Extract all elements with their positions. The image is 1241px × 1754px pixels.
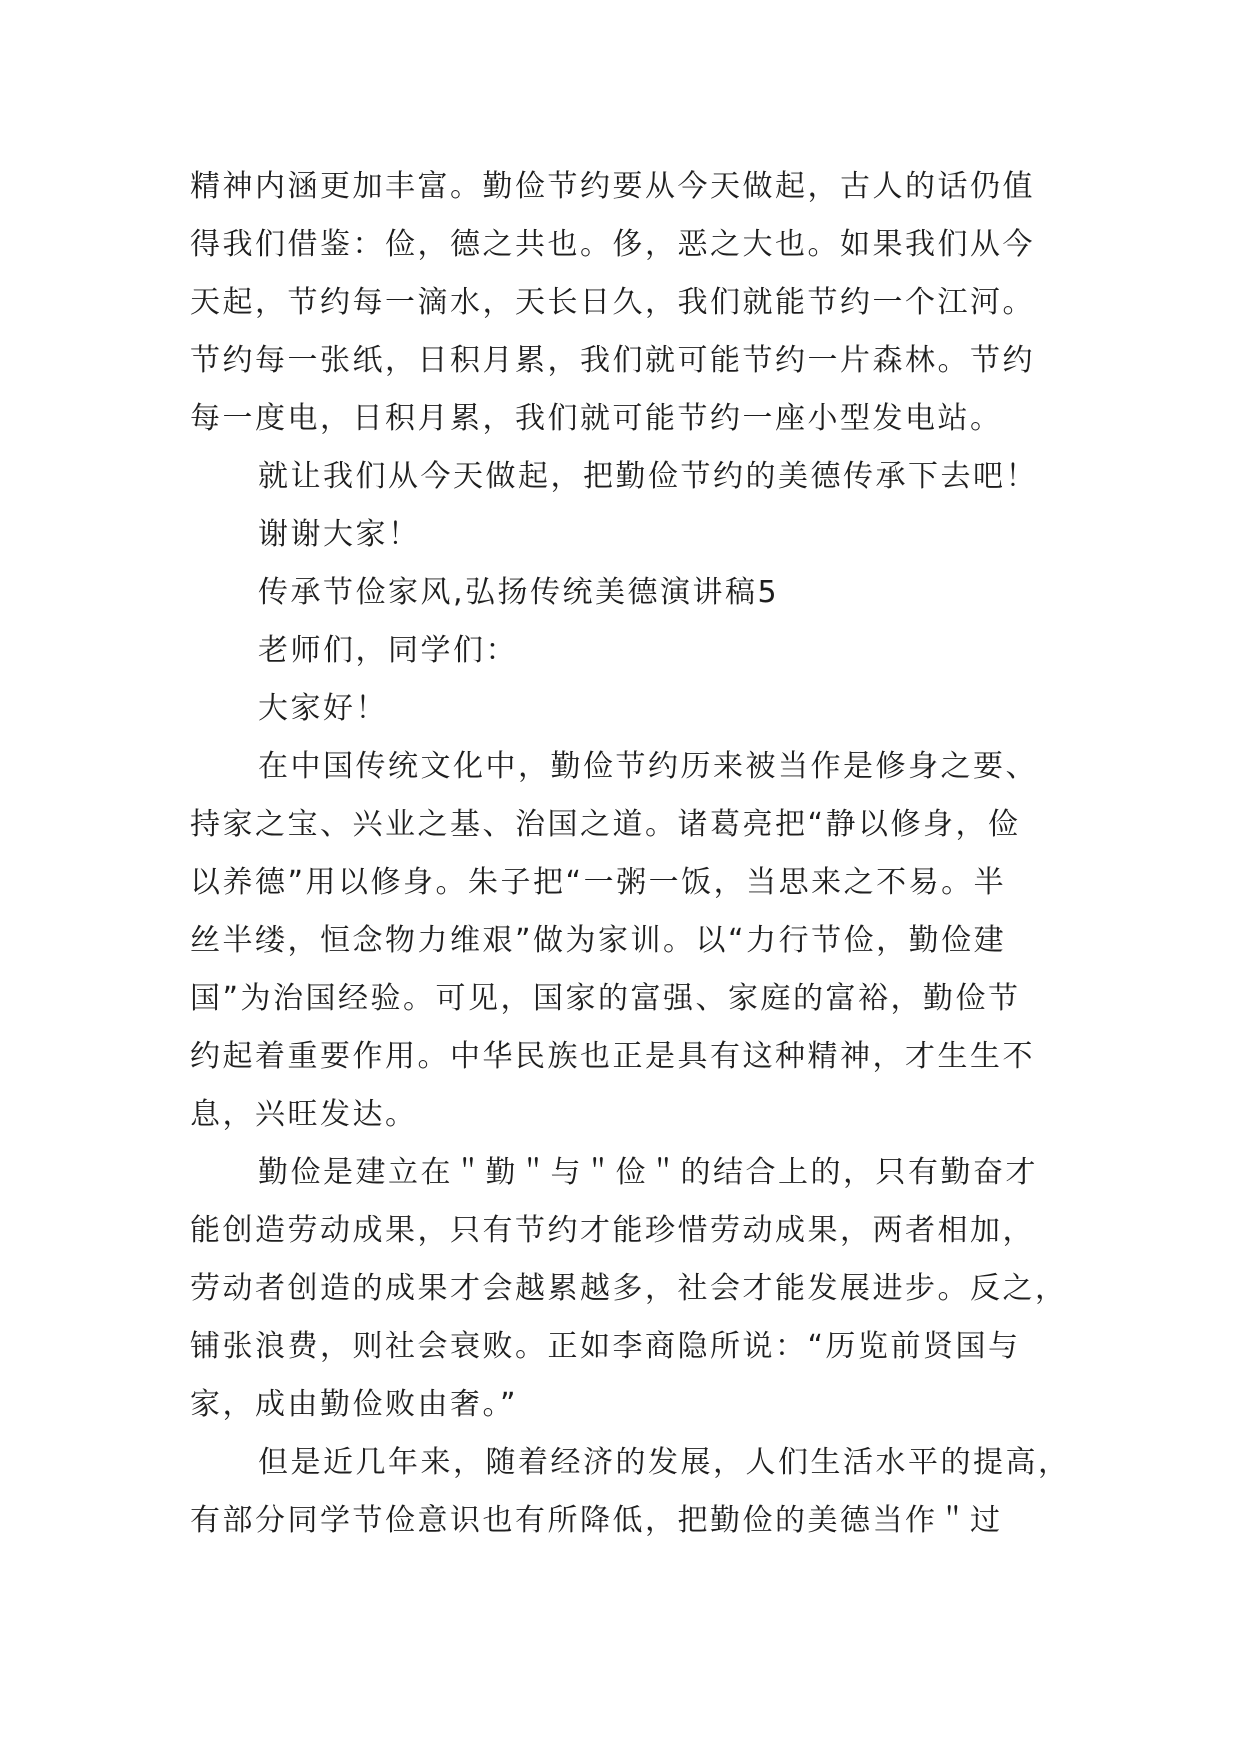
paragraph-line: 但是近几年来，随着经济的发展，人们生活水平的提高， bbox=[258, 1445, 1071, 1480]
paragraph-line: 每一度电，日积月累，我们就可能节约一座小型发电站。 bbox=[190, 401, 1003, 436]
paragraph-line: 家，成由勤俭败由奢。” bbox=[190, 1387, 519, 1422]
paragraph-line: 在中国传统文化中，勤俭节约历来被当作是修身之要、 bbox=[258, 749, 1038, 784]
paragraph-line: 天起，节约每一滴水，天长日久，我们就能节约一个江河。 bbox=[190, 285, 1035, 320]
section-title: 传承节俭家风,弘扬传统美德演讲稿5 bbox=[258, 575, 780, 610]
paragraph-line: 国”为治国经验。可见，国家的富强、家庭的富裕，勤俭节 bbox=[190, 981, 1021, 1016]
paragraph-line: 勤俭是建立在＂勤＂与＂俭＂的结合上的，只有勤奋才 bbox=[258, 1155, 1038, 1190]
paragraph-line: 以养德”用以修身。朱子把“一粥一饭，当思来之不易。半 bbox=[190, 865, 1007, 900]
document-body bbox=[190, 158, 1070, 1550]
paragraph-line: 有部分同学节俭意识也有所降低，把勤俭的美德当作＂过 bbox=[190, 1503, 1003, 1538]
salutation-line: 老师们，同学们： bbox=[258, 633, 518, 668]
paragraph-line: 能创造劳动成果，只有节约才能珍惜劳动成果，两者相加， bbox=[190, 1213, 1035, 1248]
paragraph-line: 丝半缕，恒念物力维艰”做为家训。以“力行节俭，勤俭建 bbox=[190, 923, 1007, 958]
paragraph-line: 精神内涵更加丰富。勤俭节约要从今天做起，古人的话仍值 bbox=[190, 169, 1035, 204]
paragraph-line: 约起着重要作用。中华民族也正是具有这种精神，才生生不 bbox=[190, 1039, 1035, 1074]
closing-line: 谢谢大家！ bbox=[258, 517, 421, 552]
greeting-line: 大家好！ bbox=[258, 691, 388, 726]
paragraph-line: 就让我们从今天做起，把勤俭节约的美德传承下去吧！ bbox=[258, 459, 1038, 494]
paragraph-line: 得我们借鉴：俭，德之共也。侈，恶之大也。如果我们从今 bbox=[190, 227, 1035, 262]
paragraph-line: 持家之宝、兴业之基、治国之道。诸葛亮把“静以修身，俭 bbox=[190, 807, 1021, 842]
paragraph-line: 铺张浪费，则社会衰败。正如李商隐所说：“历览前贤国与 bbox=[190, 1329, 1021, 1364]
paragraph-line: 节约每一张纸，日积月累，我们就可能节约一片森林。节约 bbox=[190, 343, 1035, 378]
paragraph-line: 息，兴旺发达。 bbox=[190, 1097, 418, 1132]
paragraph-line: 劳动者创造的成果才会越累越多，社会才能发展进步。反之， bbox=[190, 1271, 1068, 1306]
